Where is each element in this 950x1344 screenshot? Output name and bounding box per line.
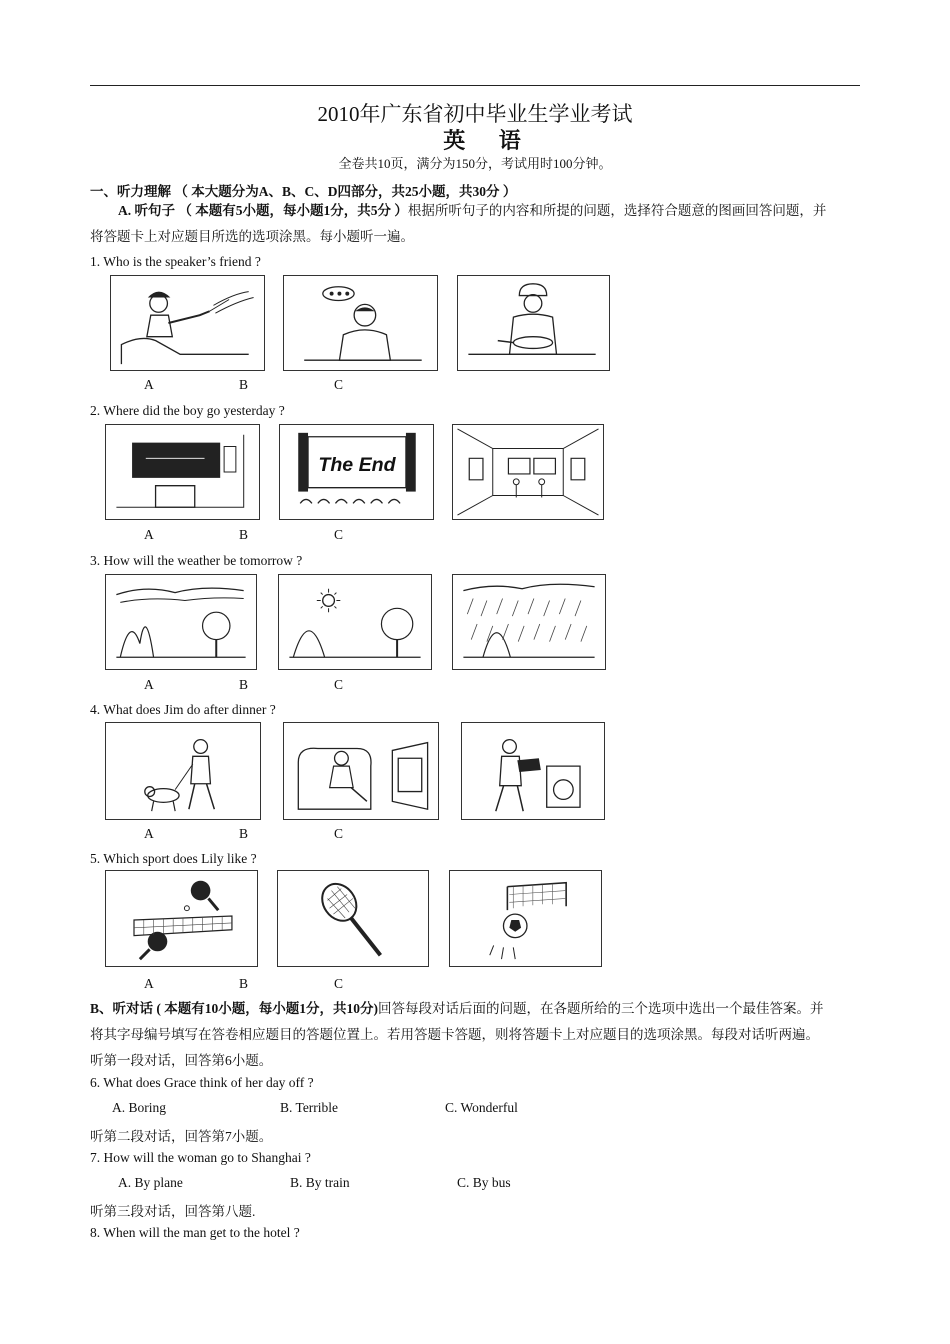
question-6-option-c[interactable]: C. Wonderful	[445, 1100, 518, 1115]
part-b-instructions	[90, 996, 865, 1074]
exam-info: 全卷共10页，满分为150分，考试用时100分钟。	[338, 156, 612, 171]
part-b-label: B、听对话 ( 本题有10小题，每小题1分，共10分)	[90, 1001, 378, 1016]
section-heading: 一、听力理解 （ 本大题分为A、B、C、D四部分，共25小题，共30分 ）	[90, 184, 517, 199]
question-3-picture-c[interactable]	[452, 574, 606, 670]
screen-text: The End	[318, 454, 396, 477]
part-b-instruction-1: 回答每段对话后面的问题，在各题所给的三个选项中选出一个最佳答案。并	[378, 1001, 824, 1016]
question-7-option-a[interactable]: A. By plane	[118, 1175, 183, 1190]
option-letter: B	[239, 527, 249, 542]
part-b-instruction-2: 将其字母编号填写在答卷相应题目的答题位置上。若用答题卡答题，则将答题卡上对应题目的选项涂黑。每段对话听两遍。	[90, 1027, 819, 1042]
question-4-text: 4. What does Jim do after dinner ?	[90, 702, 276, 717]
option-letter: B	[239, 976, 249, 991]
option-letter: B	[239, 377, 249, 392]
top-rule	[90, 85, 860, 86]
question-2-picture-b[interactable]	[279, 424, 434, 520]
option-letter: A	[144, 976, 154, 991]
cinema-screen-picture-icon	[280, 425, 433, 519]
question-5-picture-c[interactable]	[449, 870, 602, 967]
option-letter: A	[144, 527, 154, 542]
tennis-racket-picture-icon	[278, 871, 428, 966]
question-7-text: 7. How will the woman go to Shanghai ?	[90, 1150, 311, 1165]
walking-dog-picture-icon	[106, 723, 260, 819]
part-a-instruction-2: 将答题卡上对应题目所选的选项涂黑。每小题听一遍。	[90, 229, 414, 244]
doctor-surgeon-picture-icon	[284, 276, 437, 370]
dialog-3-note: 听第三段对话，回答第八题.	[90, 1204, 256, 1219]
dialog-1-note: 听第一段对话，回答第6小题。	[90, 1053, 273, 1068]
question-3-picture-a[interactable]	[105, 574, 257, 670]
option-letter: C	[334, 826, 344, 841]
question-4-picture-c[interactable]	[461, 722, 605, 820]
chef-cooking-picture-icon	[458, 276, 609, 370]
question-8-text: 8. When will the man get to the hotel ?	[90, 1225, 300, 1240]
question-7-option-c[interactable]: C. By bus	[457, 1175, 511, 1190]
option-letter: B	[239, 677, 249, 692]
question-5-picture-a[interactable]	[105, 870, 258, 967]
question-6-text: 6. What does Grace think of her day off ?	[90, 1075, 314, 1090]
watching-tv-picture-icon	[284, 723, 438, 819]
option-letter: C	[334, 677, 344, 692]
question-7-option-b[interactable]: B. By train	[290, 1175, 350, 1190]
option-letter: C	[334, 377, 344, 392]
classroom-blackboard-picture-icon	[106, 425, 259, 519]
question-2-picture-c[interactable]	[452, 424, 604, 520]
part-a-instructions	[90, 198, 865, 250]
part-a-label: A. 听句子 （ 本题有5小题，每小题1分，共5分 ）	[118, 203, 408, 218]
question-5-text: 5. Which sport does Lily like ?	[90, 851, 257, 866]
option-letter: C	[334, 527, 344, 542]
question-4-picture-b[interactable]	[283, 722, 439, 820]
exam-subject: 英 语	[443, 128, 535, 153]
museum-gallery-picture-icon	[453, 425, 603, 519]
cloudy-weather-picture-icon	[106, 575, 256, 669]
table-tennis-picture-icon	[106, 871, 257, 966]
question-2-text: 2. Where did the boy go yesterday ?	[90, 403, 285, 418]
option-letter: B	[239, 826, 249, 841]
exam-title: 2010年广东省初中毕业生学业考试	[317, 102, 633, 126]
sunny-weather-picture-icon	[279, 575, 431, 669]
option-letter: A	[144, 377, 154, 392]
question-3-text: 3. How will the weather be tomorrow ?	[90, 553, 303, 568]
question-5-picture-b[interactable]	[277, 870, 429, 967]
football-goal-picture-icon	[450, 871, 601, 966]
question-1-picture-c[interactable]	[457, 275, 610, 371]
option-letter: A	[144, 677, 154, 692]
question-4-picture-a[interactable]	[105, 722, 261, 820]
option-letter: A	[144, 826, 154, 841]
question-6-option-a[interactable]: A. Boring	[112, 1100, 166, 1115]
question-1-text: 1. Who is the speaker’s friend ?	[90, 254, 261, 269]
question-2-picture-a[interactable]	[105, 424, 260, 520]
part-a-instruction-1: 根据所听句子的内容和所提的问题，选择符合题意的图画回答问题，并	[407, 203, 827, 218]
dialog-2-note: 听第二段对话，回答第7小题。	[90, 1129, 273, 1144]
firefighter-picture-icon	[111, 276, 264, 370]
doing-laundry-picture-icon	[462, 723, 604, 819]
question-3-picture-b[interactable]	[278, 574, 432, 670]
question-1-picture-a[interactable]	[110, 275, 265, 371]
option-letter: C	[334, 976, 344, 991]
question-1-picture-b[interactable]	[283, 275, 438, 371]
rainy-weather-picture-icon	[453, 575, 605, 669]
question-6-option-b[interactable]: B. Terrible	[280, 1100, 339, 1115]
